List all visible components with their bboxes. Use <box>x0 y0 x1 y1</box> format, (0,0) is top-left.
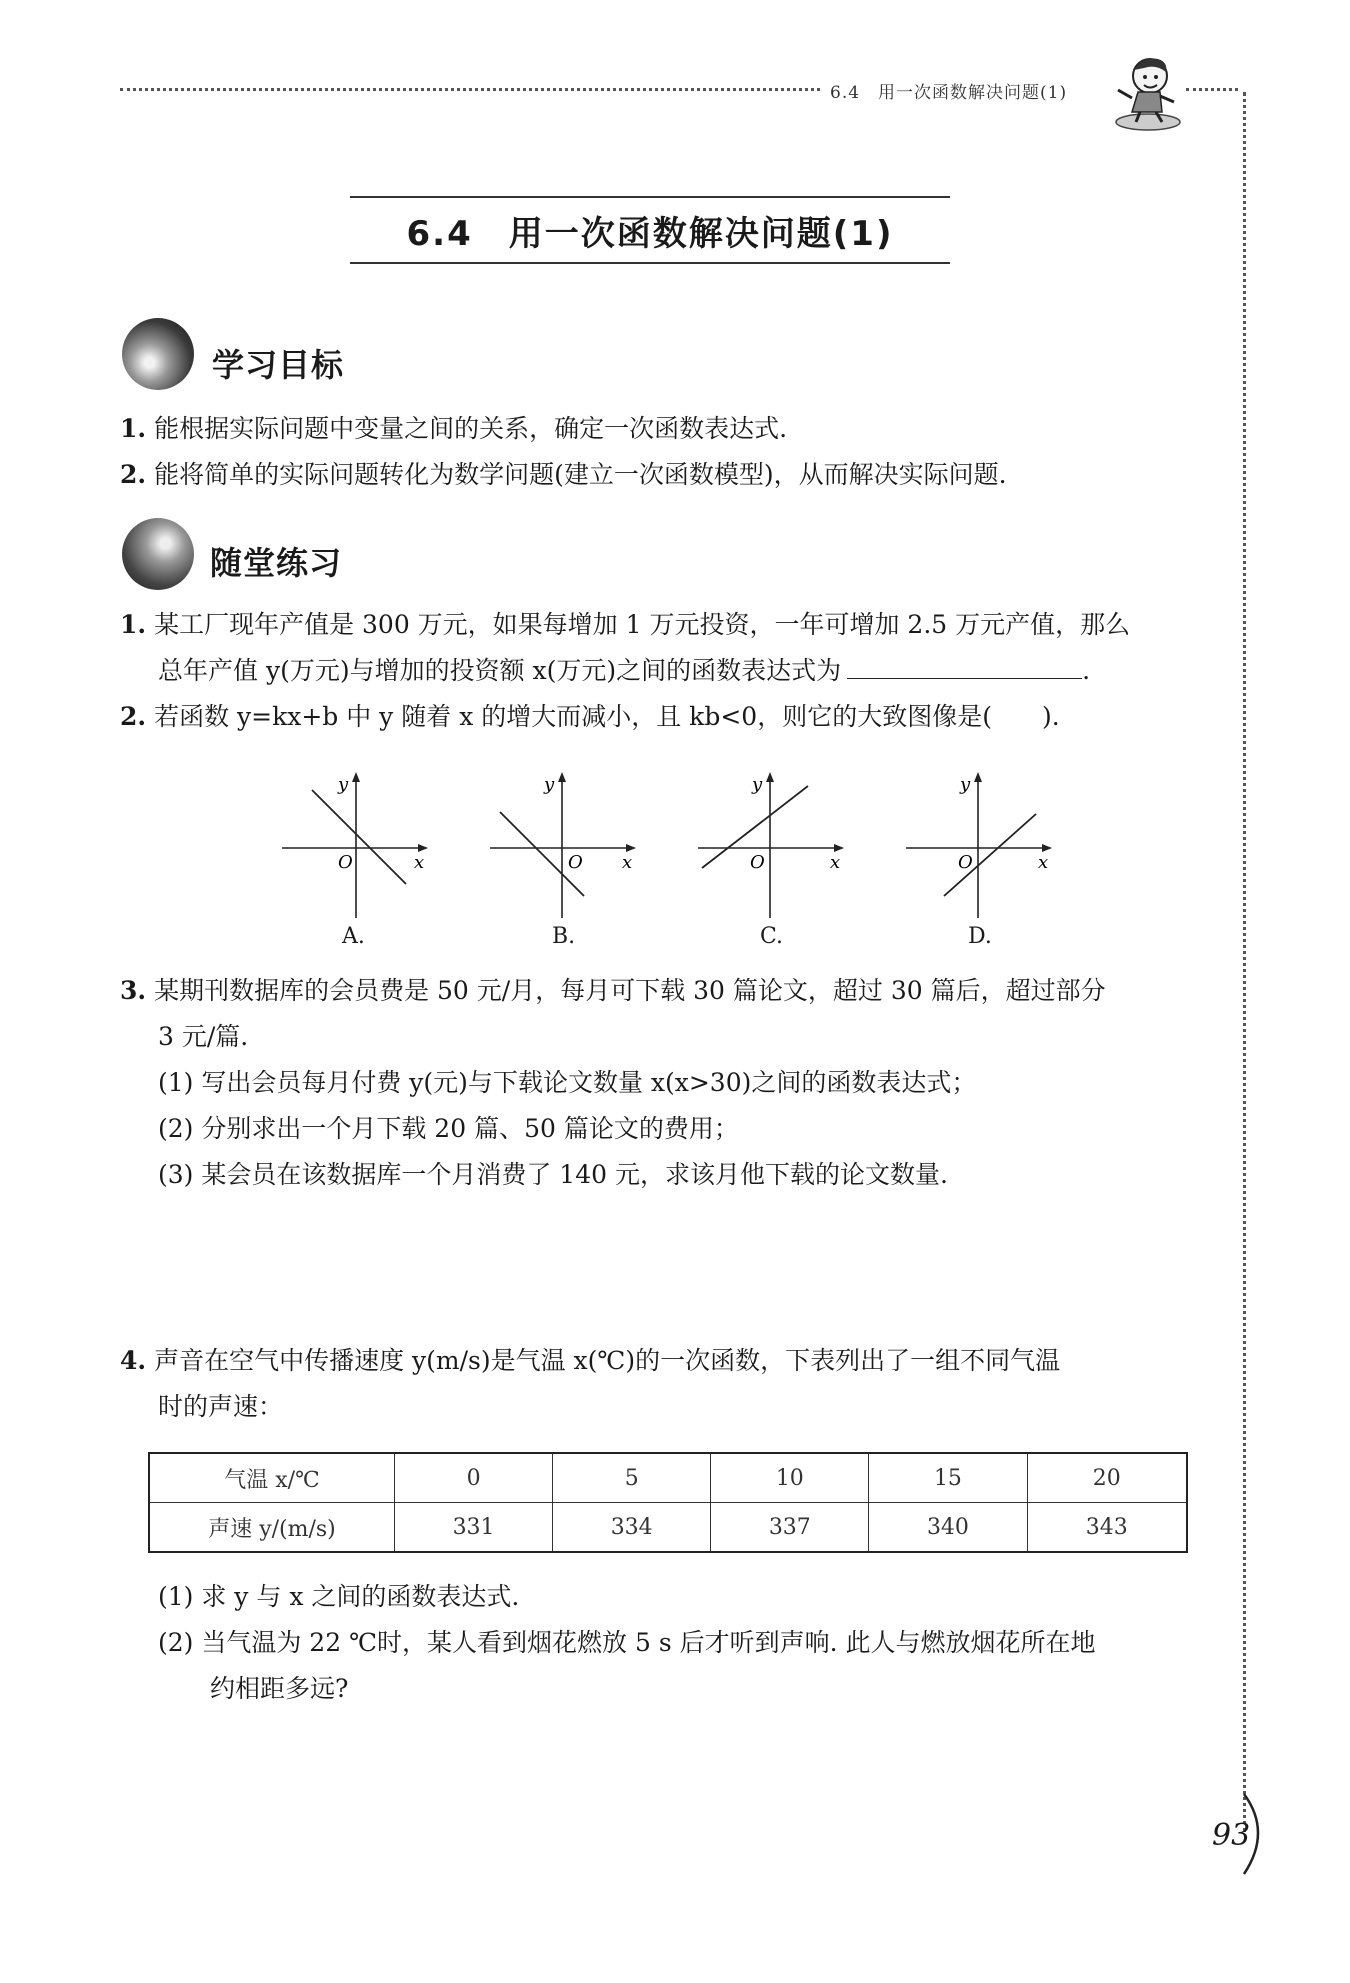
table-row <box>149 1453 1187 1503</box>
question-3-line-2 <box>158 1020 248 1054</box>
section-globe-icon <box>122 518 194 590</box>
question-number: 2. <box>120 702 147 731</box>
question-4-sub-1: (1) 求 y 与 x 之间的函数表达式. <box>158 1582 520 1611</box>
question-number: 1. <box>120 610 147 639</box>
option-graph-c <box>696 768 846 928</box>
question-1-line-2 <box>158 654 1090 688</box>
origin-label: O <box>568 852 583 873</box>
axis-x-label: x <box>622 852 633 873</box>
table-cell: 0 <box>395 1453 553 1503</box>
table-cell: 10 <box>711 1453 869 1503</box>
axis-x-label: x <box>414 852 425 873</box>
table-row-label: 声速 y/(m/s) <box>149 1503 395 1553</box>
table-cell: 15 <box>869 1453 1027 1503</box>
goal-item <box>120 412 787 446</box>
table-cell: 343 <box>1027 1503 1187 1553</box>
origin-label: O <box>338 852 353 873</box>
question-end: . <box>1082 656 1091 685</box>
question-3-sub-2: (2) 分别求出一个月下载 20 篇、50 篇论文的费用； <box>158 1114 739 1143</box>
cartoon-boy-icon <box>1108 50 1186 132</box>
option-graph-a <box>280 768 430 928</box>
table-cell: 20 <box>1027 1453 1187 1503</box>
option-graph-d <box>904 768 1054 928</box>
table-row <box>149 1503 1187 1553</box>
question-3-line-1 <box>120 974 1106 1008</box>
question-2 <box>120 700 1060 734</box>
option-label-c[interactable]: C. <box>760 924 784 949</box>
table-cell: 337 <box>711 1503 869 1553</box>
right-margin-dotted-rule <box>1243 92 1246 1832</box>
goal-text: 能将简单的实际问题转化为数学问题(建立一次函数模型)，从而解决实际问题. <box>154 460 1007 489</box>
option-graph-b <box>488 768 638 928</box>
question-3-sub-3: (3) 某会员在该数据库一个月消费了 140 元，求该月他下载的论文数量. <box>158 1160 948 1189</box>
question-1-line-1 <box>120 608 1130 642</box>
origin-label: O <box>750 852 765 873</box>
header-dotted-rule-left <box>120 88 820 91</box>
question-text: 声音在空气中传播速度 y(m/s)是气温 x(℃)的一次函数，下表列出了一组不同气温 <box>154 1346 1061 1375</box>
question-text: 总年产值 y(万元)与增加的投资额 x(万元)之间的函数表达式为 <box>158 656 842 685</box>
question-text: 某期刊数据库的会员费是 50 元/月，每月可下载 30 篇论文，超过 30 篇后，超过部分 <box>154 976 1106 1005</box>
section-heading-practice: 随堂练习 <box>210 544 343 582</box>
question-text: 某工厂现年产值是 300 万元，如果每增加 1 万元投资，一年可增加 2.5 万元产值，那么 <box>154 610 1131 639</box>
question-4-sub-2-line-1: (2) 当气温为 22 ℃时，某人看到烟花燃放 5 s 后才听到声响. 此人与燃放烟花所在地 <box>158 1628 1096 1657</box>
origin-label: O <box>958 852 973 873</box>
section-heading-goals: 学习目标 <box>212 346 345 384</box>
header-dotted-rule-right <box>1186 88 1238 91</box>
option-label-a[interactable]: A. <box>342 924 365 949</box>
option-label-b[interactable]: B. <box>552 924 576 949</box>
table-cell: 340 <box>869 1503 1027 1553</box>
table-cell: 334 <box>553 1503 711 1553</box>
page-title: 6.4 用一次函数解决问题(1) <box>406 213 894 254</box>
table-row-label: 气温 x/℃ <box>149 1453 395 1503</box>
question-3-sub-1: (1) 写出会员每月付费 y(元)与下载论文数量 x(x>30)之间的函数表达式； <box>158 1068 977 1097</box>
axis-y-label: y <box>960 774 971 795</box>
question-number: 3. <box>120 976 147 1005</box>
goal-text: 能根据实际问题中变量之间的关系，确定一次函数表达式. <box>154 414 788 443</box>
axis-x-label: x <box>1038 852 1049 873</box>
question-number: 4. <box>120 1346 147 1375</box>
answer-blank[interactable] <box>847 654 1082 679</box>
sound-speed-table <box>148 1452 1188 1553</box>
goal-number: 2. <box>120 460 147 489</box>
question-text: 3 元/篇. <box>158 1022 249 1051</box>
question-text: 时的声速： <box>158 1392 284 1421</box>
question-4-line-2 <box>158 1390 283 1424</box>
section-ball-icon <box>122 318 194 390</box>
axis-y-label: y <box>338 774 349 795</box>
goal-number: 1. <box>120 414 147 443</box>
option-label-d[interactable]: D. <box>968 924 992 949</box>
question-4-sub-2-line-2: 约相距多远? <box>210 1674 349 1703</box>
question-4-line-1 <box>120 1344 1060 1378</box>
question-text: 若函数 y=kx+b 中 y 随着 x 的增大而减小，且 kb<0，则它的大致图像是( ). <box>154 702 1060 731</box>
goal-item <box>120 458 1007 492</box>
chapter-title-box <box>350 196 950 264</box>
axis-y-label: y <box>544 774 555 795</box>
axis-y-label: y <box>752 774 763 795</box>
table-cell: 331 <box>395 1503 553 1553</box>
running-title: 6.4 用一次函数解决问题(1) <box>830 83 1068 103</box>
axis-x-label: x <box>830 852 841 873</box>
page-number: 93 <box>1212 1818 1251 1853</box>
table-cell: 5 <box>553 1453 711 1503</box>
